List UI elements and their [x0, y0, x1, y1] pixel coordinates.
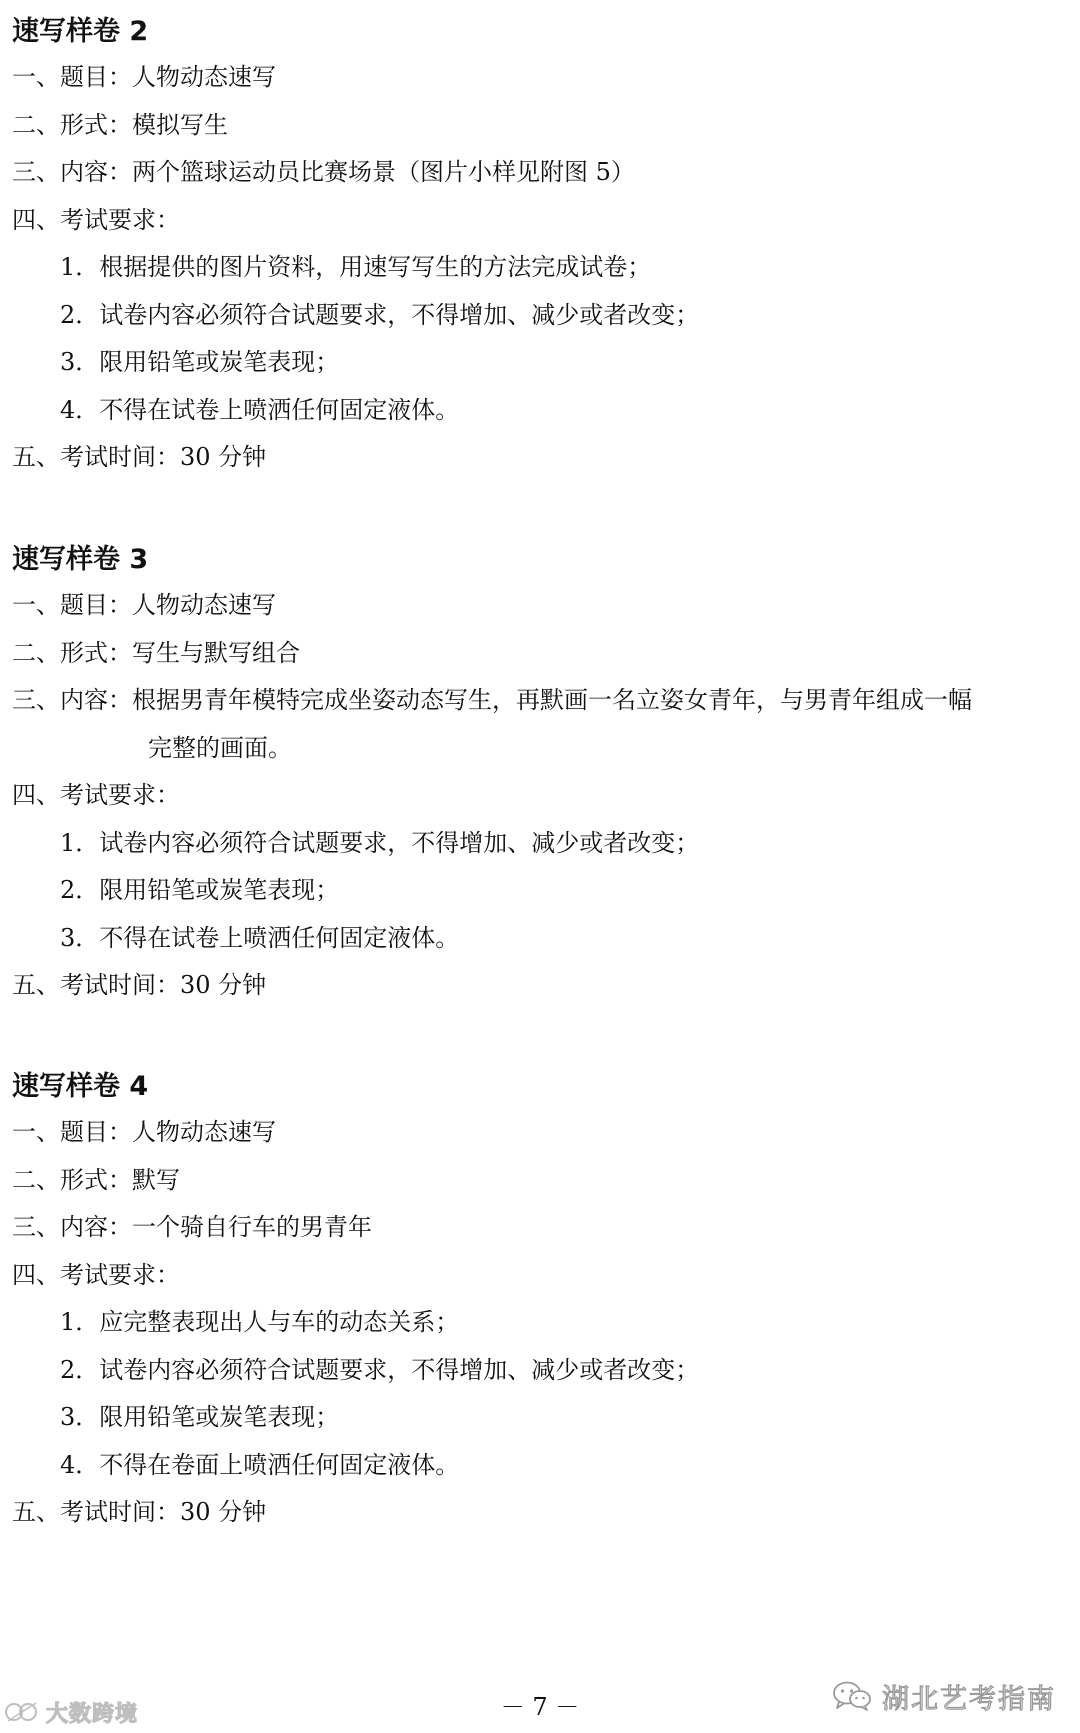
requirement-item: 2．试卷内容必须符合试题要求，不得增加、减少或者改变； [60, 1355, 700, 1384]
requirement-item: 1．试卷内容必须符合试题要求，不得增加、减少或者改变； [60, 828, 700, 857]
content-continuation: 完整的画面。 [148, 733, 292, 762]
topic-line: 一、题目：人物动态速写 [12, 591, 276, 619]
form-line: 二、形式：写生与默写组合 [12, 638, 300, 667]
requirements-heading: 四、考试要求： [12, 781, 180, 809]
section-title: 速写样卷 2 [12, 16, 149, 47]
requirement-item: 1．应完整表现出人与车的动态关系； [60, 1308, 460, 1336]
form-line: 二、形式：模拟写生 [12, 110, 228, 139]
watermark-right [832, 1676, 1056, 1716]
watermark-left [4, 1697, 138, 1727]
page-number: － 7 － [500, 1693, 580, 1721]
time-line: 五、考试时间：30 分钟 [12, 443, 267, 471]
requirement-item: 3．不得在试卷上喷洒任何固定液体。 [60, 923, 460, 952]
content-text: 三、内容：根据男青年模特完成坐姿动态写生，再默画一名立姿女青年，与男青年组成一幅 [12, 686, 972, 714]
topic-line: 一、题目：人物动态速写 [12, 63, 276, 91]
section-title: 速写样卷 4 [12, 1071, 149, 1102]
content-line: 三、内容：两个篮球运动员比赛场景（图片小样见附图 5） [12, 158, 635, 186]
watermark-right-text: 湖北艺考指南 [882, 1683, 1056, 1715]
dashuju-logo-icon [4, 1699, 40, 1725]
requirement-item: 4．不得在卷面上喷洒任何固定液体。 [60, 1450, 460, 1479]
watermark-left-text: 大数跨境 [46, 1701, 139, 1727]
requirement-item: 4．不得在试卷上喷洒任何固定液体。 [60, 395, 460, 424]
requirement-item: 2．试卷内容必须符合试题要求，不得增加、减少或者改变； [60, 300, 700, 329]
requirements-heading: 四、考试要求： [12, 205, 180, 234]
time-line: 五、考试时间：30 分钟 [12, 1498, 267, 1526]
content-line: 三、内容：一个骑自行车的男青年 [12, 1213, 372, 1241]
requirement-item: 3．限用铅笔或炭笔表现； [60, 348, 340, 376]
wechat-icon [832, 1680, 872, 1712]
requirement-item: 3．限用铅笔或炭笔表现； [60, 1403, 340, 1431]
requirements-heading: 四、考试要求： [12, 1260, 180, 1289]
section-title: 速写样卷 3 [12, 544, 149, 575]
requirement-item: 1．根据提供的图片资料，用速写写生的方法完成试卷； [60, 253, 652, 281]
exam-section-3 [12, 538, 1068, 1010]
requirement-item: 2．限用铅笔或炭笔表现； [60, 876, 340, 904]
topic-line: 一、题目：人物动态速写 [12, 1118, 276, 1146]
content-line [12, 677, 1068, 725]
exam-section-2 [12, 10, 1068, 482]
exam-section-4 [12, 1065, 1068, 1537]
form-line: 二、形式：默写 [12, 1165, 180, 1194]
time-line: 五、考试时间：30 分钟 [12, 971, 267, 999]
